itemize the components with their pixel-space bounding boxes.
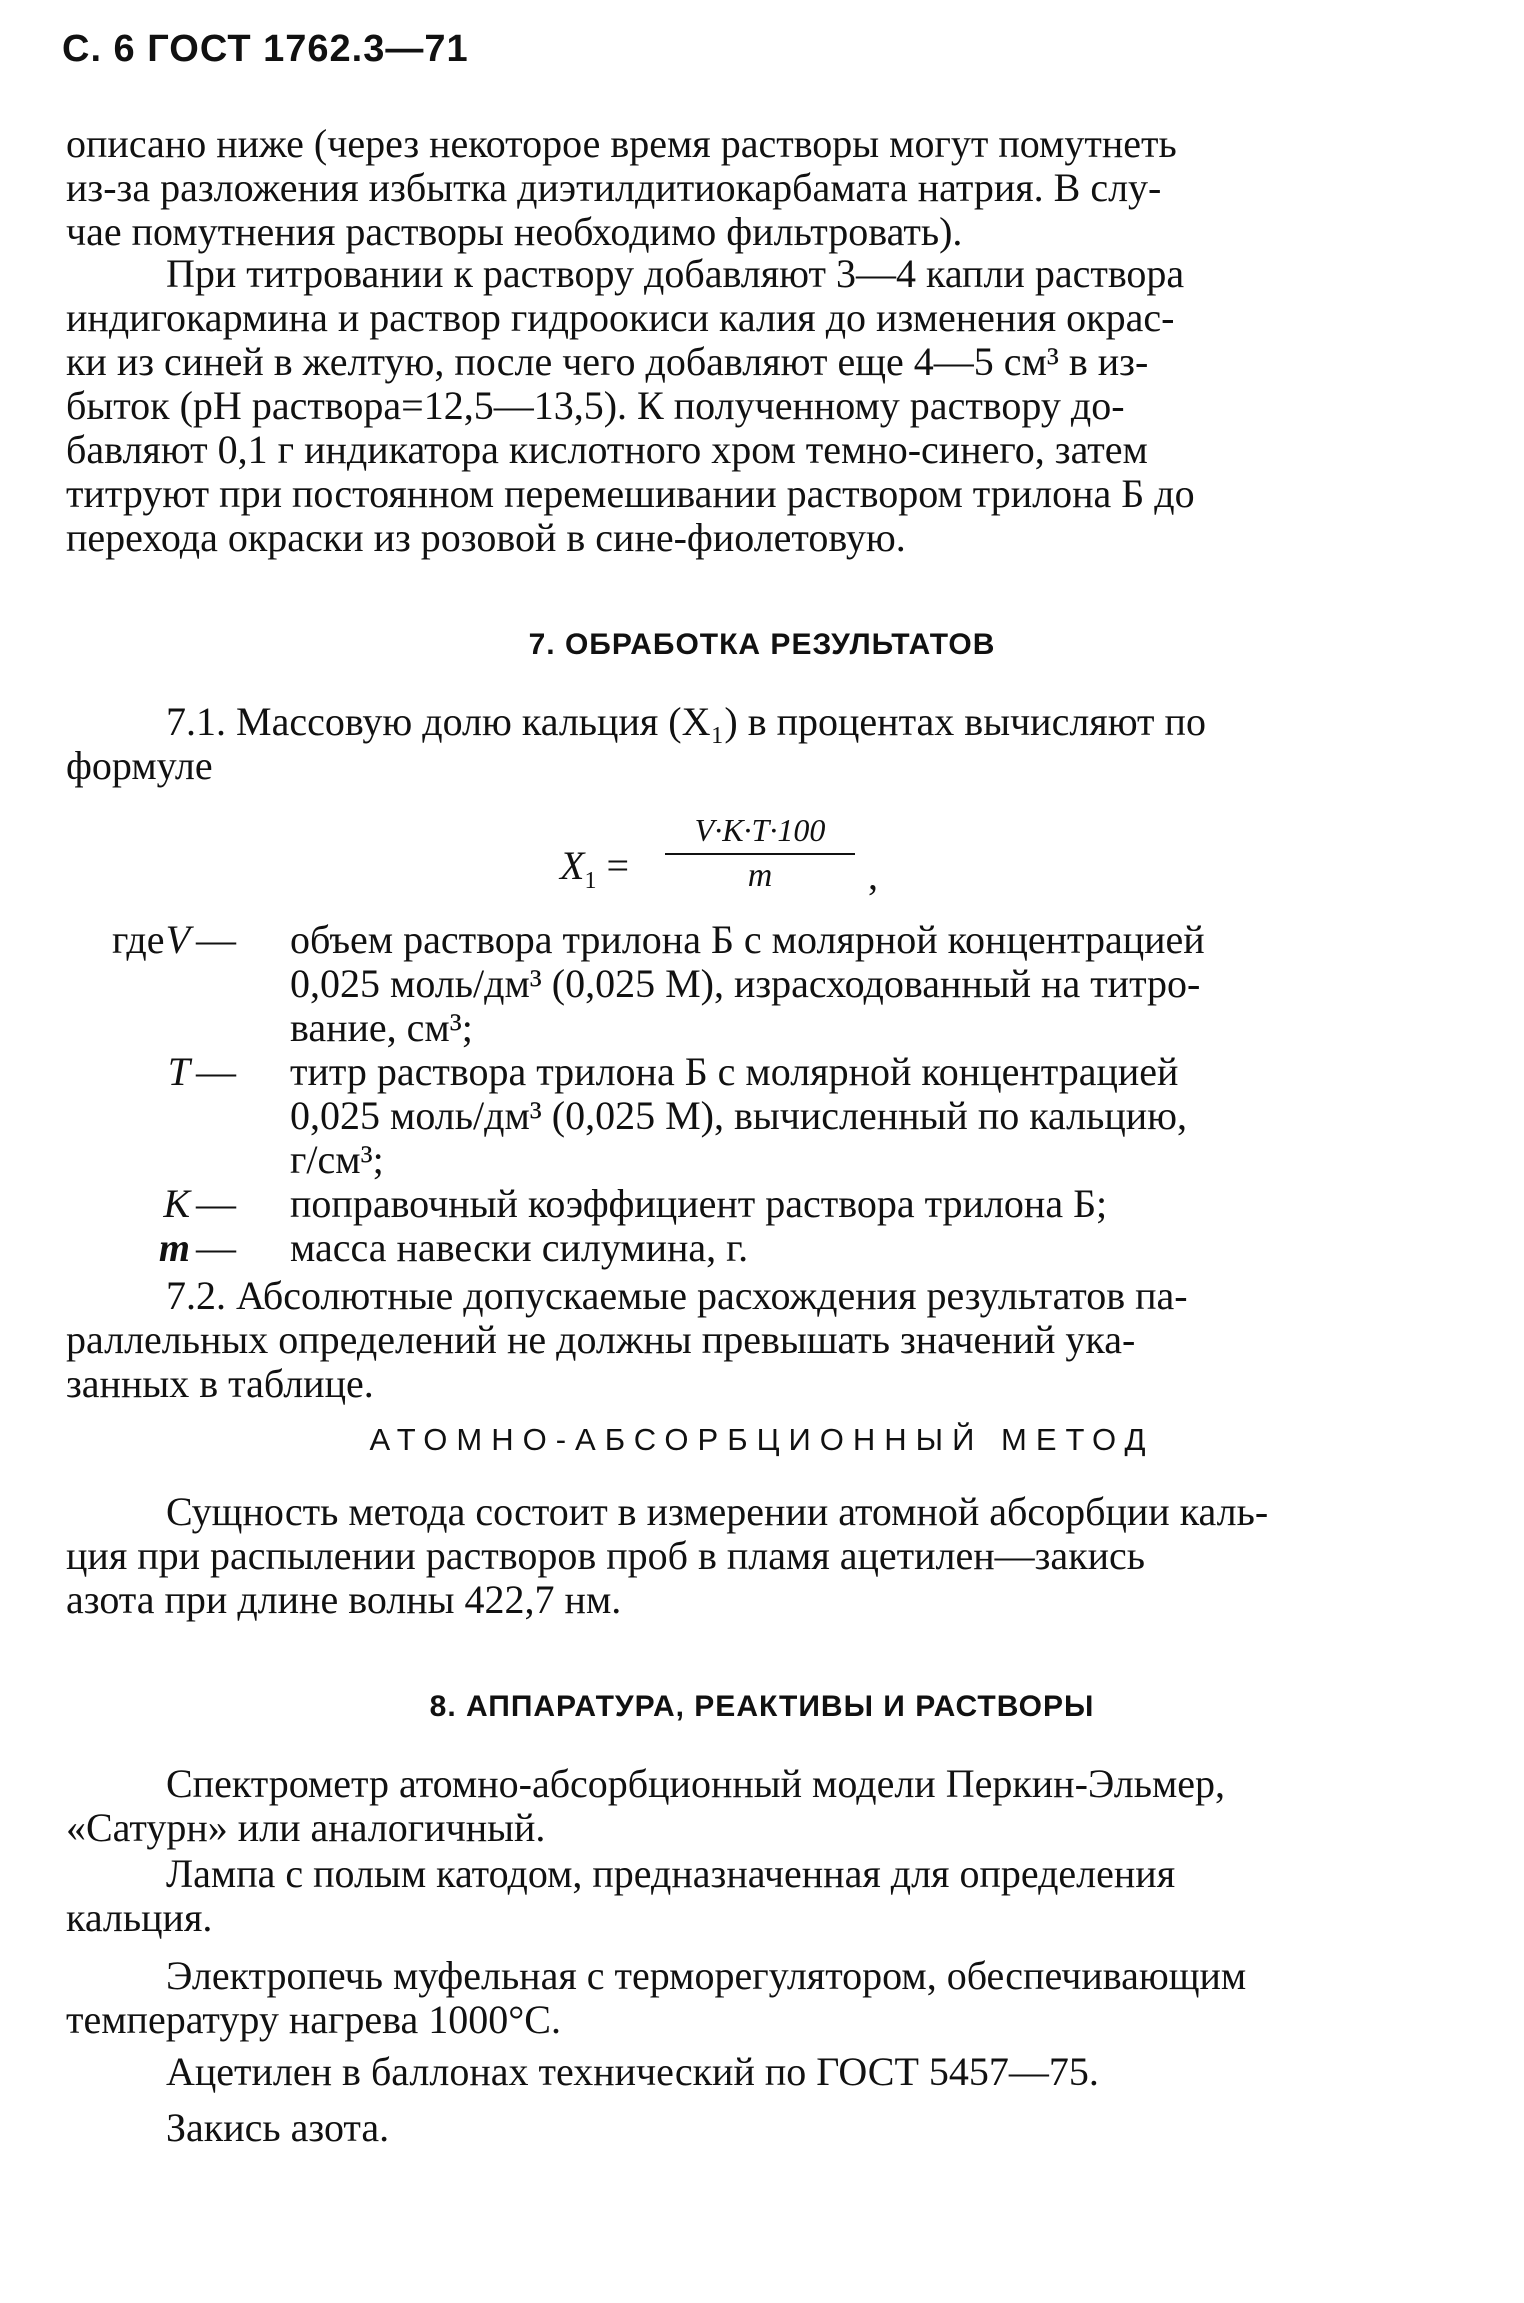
- variable-row-v: [0, 918, 1524, 962]
- variable-row-cont: [0, 1094, 1524, 1138]
- apparatus-item-1: [66, 1762, 1446, 1850]
- variable-row-m: [0, 1226, 1524, 1270]
- text-line: из-за разложения избытка диэтилдитиокарбамата натрия. В слу-: [66, 165, 1162, 210]
- variable-row-cont: [0, 1138, 1524, 1182]
- apparatus-item-2: [66, 1852, 1446, 1940]
- formula-numerator: V·K·T·100: [665, 812, 855, 855]
- text-line: быток (рН раствора=12,5—13,5). К полученному раствору до-: [66, 383, 1125, 428]
- text-line: кальция.: [66, 1895, 213, 1940]
- formula-fraction: [665, 812, 855, 895]
- text-line: ция при распылении растворов проб в пламя ацетилен—закись: [66, 1533, 1146, 1578]
- text-line: азота при длине волны 422,7 нм.: [66, 1577, 622, 1622]
- variable-dash: —: [196, 917, 236, 962]
- text-line: Сущность метода состоит в измерении атомной абсорбции каль-: [166, 1489, 1269, 1534]
- variable-symbol: m: [158, 1225, 190, 1270]
- text-line: Ацетилен в баллонах технический по ГОСТ 5457—75.: [166, 2049, 1099, 2094]
- variable-row-k: [0, 1182, 1524, 1226]
- variables-list: [0, 918, 1524, 1270]
- formula-lhs-var: X: [560, 843, 585, 888]
- variable-desc: вание, см³;: [290, 1005, 473, 1050]
- text-line: При титровании к раствору добавляют 3—4 капли раствора: [166, 251, 1185, 296]
- variable-desc: г/см³;: [290, 1137, 384, 1182]
- variable-desc: объем раствора трилона Б с молярной концентрацией: [290, 917, 1205, 962]
- variable-dash: —: [196, 1225, 236, 1270]
- variable-symbol: V: [165, 917, 190, 962]
- text-line: Закись азота.: [166, 2105, 390, 2150]
- variable-dash: —: [196, 1049, 236, 1094]
- paragraph-method: [66, 1490, 1446, 1622]
- text-line: формуле: [66, 743, 213, 788]
- formula-lhs: [560, 842, 629, 895]
- variable-desc: 0,025 моль/дм³ (0,025 М), вычисленный по кальцию,: [290, 1093, 1188, 1138]
- variable-desc: 0,025 моль/дм³ (0,025 М), израсходованный на титро-: [290, 961, 1201, 1006]
- text-line: Спектрометр атомно-абсорбционный модели Перкин-Эльмер,: [166, 1761, 1226, 1806]
- text-line: бавляют 0,1 г индикатора кислотного хром темно-синего, затем: [66, 427, 1148, 472]
- text-line: чае помутнения растворы необходимо фильтровать).: [66, 209, 963, 254]
- formula-denominator: m: [747, 857, 773, 894]
- formula-comma: ,: [868, 853, 878, 898]
- variable-row-cont: [0, 962, 1524, 1006]
- text-line: индигокармина и раствор гидроокиси калия до изменения окрас-: [66, 295, 1175, 340]
- page-header: С. 6 ГОСТ 1762.3—71: [62, 28, 469, 70]
- where-label: где: [112, 917, 165, 962]
- text-line: раллельных определений не должны превышать значений ука-: [66, 1317, 1136, 1362]
- formula-lhs-sub: 1: [584, 868, 597, 894]
- variable-symbol: K: [163, 1181, 190, 1226]
- paragraph-titration: [66, 252, 1446, 560]
- section-8-title: 8. АППАРАТУРА, РЕАКТИВЫ И РАСТВОРЫ: [429, 1690, 1095, 1723]
- apparatus-item-5: [66, 2106, 1446, 2150]
- text-line: титруют при постоянном перемешивании раствором трилона Б до: [66, 471, 1195, 516]
- variable-desc: масса навески силумина, г.: [290, 1225, 749, 1270]
- text-line: перехода окраски из розовой в сине-фиолетовую.: [66, 515, 906, 560]
- text-line: «Сатурн» или аналогичный.: [66, 1805, 546, 1850]
- variable-row-cont: [0, 1006, 1524, 1050]
- paragraph-7-2: [66, 1274, 1446, 1406]
- paragraph-7-1: [66, 700, 1446, 788]
- variable-dash: —: [196, 1181, 236, 1226]
- variable-row-t: [0, 1050, 1524, 1094]
- text-line: занных в таблице.: [66, 1361, 374, 1406]
- text-line: 7.2. Абсолютные допускаемые расхождения результатов па-: [166, 1273, 1188, 1318]
- text-line: ки из синей в желтую, после чего добавляют еще 4—5 см³ в из-: [66, 339, 1149, 384]
- variable-desc: поправочный коэффициент раствора трилона Б;: [290, 1181, 1108, 1226]
- text-line: Электропечь муфельная с терморегулятором, обеспечивающим: [166, 1953, 1247, 1998]
- variable-desc: титр раствора трилона Б с молярной концентрацией: [290, 1049, 1179, 1094]
- apparatus-item-3: [66, 1954, 1446, 2042]
- variable-symbol: T: [167, 1049, 190, 1094]
- text-line: 7.1. Массовую долю кальция (X₁) в процентах вычисляют по: [166, 699, 1206, 744]
- formula-x1: [560, 812, 1040, 922]
- section-7-title: 7. ОБРАБОТКА РЕЗУЛЬТАТОВ: [528, 628, 996, 661]
- method-title: АТОМНО-АБСОРБЦИОННЫЙ МЕТОД: [369, 1422, 1155, 1457]
- text-line: описано ниже (через некоторое время растворы могут помутнеть: [66, 121, 1177, 166]
- formula-equals: =: [606, 843, 629, 888]
- apparatus-item-4: [66, 2050, 1446, 2094]
- paragraph-intro: [66, 122, 1446, 254]
- text-line: температуру нагрева 1000°С.: [66, 1997, 561, 2042]
- text-line: Лампа с полым катодом, предназначенная для определения: [166, 1851, 1176, 1896]
